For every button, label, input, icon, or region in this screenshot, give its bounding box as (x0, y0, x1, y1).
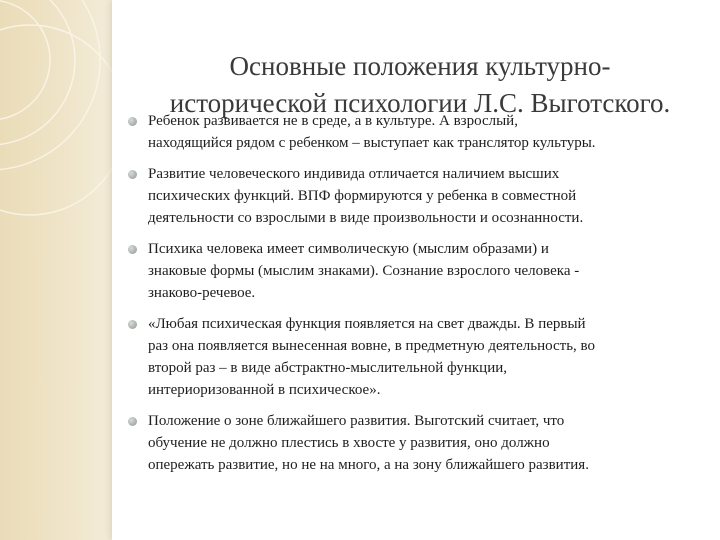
bullet-text-line: обучение не должно плестись в хвосте у развития, оно должно (148, 435, 550, 451)
bullet-dot-icon (128, 417, 137, 426)
bullet-item (126, 110, 702, 154)
bullet-list (126, 110, 702, 485)
bullet-text-line: раз она появляется вынесенная вовне, в предметную деятельность, во (148, 338, 596, 354)
bullet-text-line: знаково-речевое. (148, 285, 256, 301)
title-line: Основные положения культурно- (229, 51, 611, 82)
bullet-text-line: Психика человека имеет символическую (мыслим образами) и (148, 241, 549, 257)
bullet-text-line: «Любая психическая функция появляется на свет дважды. В первый (148, 316, 586, 332)
bullet-text-line: Развитие человеческого индивида отличается наличием высших (148, 166, 560, 182)
bullet-item (126, 163, 702, 229)
bullet-text-line: деятельности со взрослыми в виде произвольности и осознанности. (148, 210, 584, 226)
bullet-text-line: интериоризованной в психическое». (148, 382, 381, 398)
bullet-text-line: опережать развитие, но не на много, а на зону ближайшего развития. (148, 457, 589, 473)
bullet-item (126, 410, 702, 476)
bullet-text-line: Ребенок развивается не в среде, а в культуре. А взрослый, (148, 113, 518, 129)
bullet-dot-icon (128, 170, 137, 179)
bullet-text-line: второй раз – в виде абстрактно-мыслительной функции, (148, 360, 507, 376)
bullet-text-line: находящийся рядом с ребенком – выступает как транслятор культуры. (148, 135, 596, 151)
title-line: исторической психологии Л.С. Выготского. (169, 88, 671, 119)
bullet-dot-icon (128, 245, 137, 254)
bullet-item (126, 238, 702, 304)
bullet-dot-icon (128, 320, 137, 329)
bullet-text-line: знаковые формы (мыслим знаками). Сознание взрослого человека - (148, 263, 580, 279)
bullet-item (126, 313, 702, 401)
bullet-text-line: психических функций. ВПФ формируются у ребенка в совместной (148, 188, 577, 204)
bullet-text-line: Положение о зоне ближайшего развития. Выготский считает, что (148, 413, 565, 429)
bullet-dot-icon (128, 117, 137, 126)
